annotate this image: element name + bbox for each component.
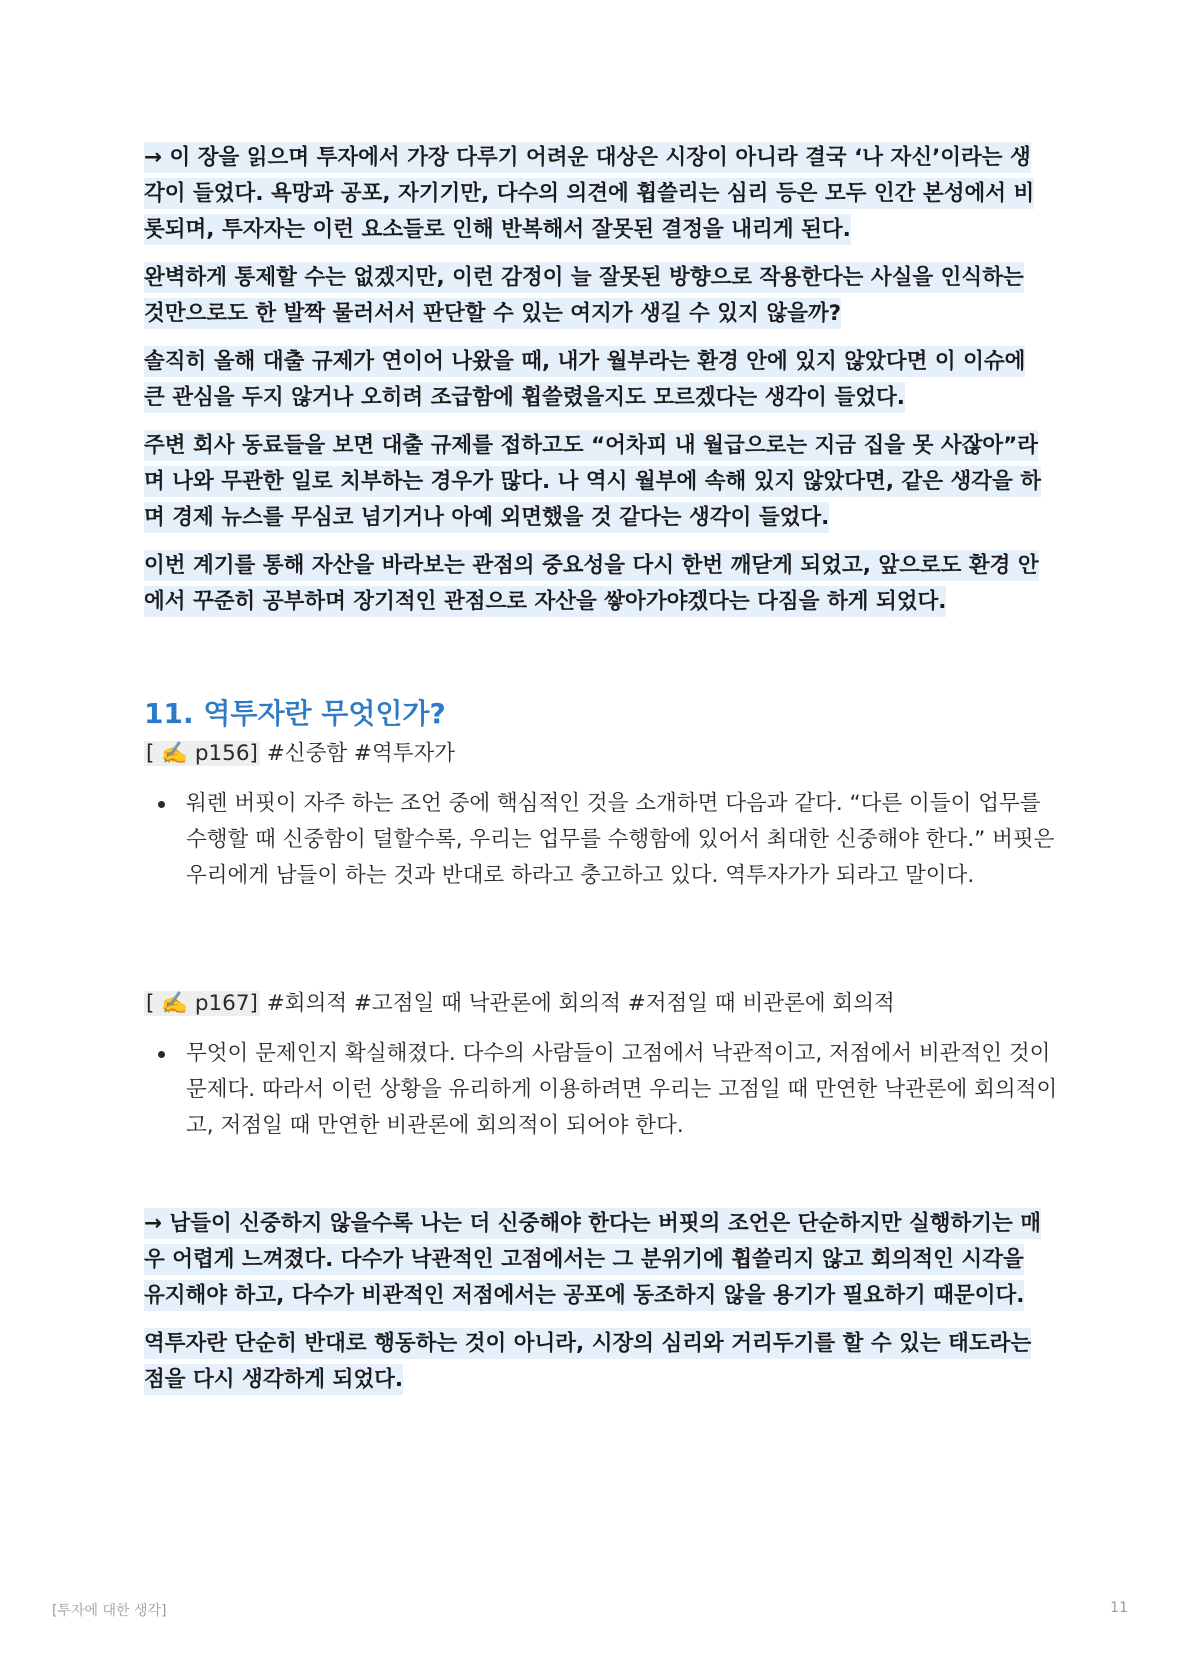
reflection-paragraph: 이번 계기를 통해 자산을 바라보는 관점의 중요성을 다시 한번 깨닫게 되었고, 앞으로도 환경 안에서 꾸준히 공부하며 장기적인 관점으로 자산을 쌓아가야겠다는 다짐을 하게 되었다. — [144, 548, 1044, 620]
reflection-block-2 — [144, 1206, 1044, 1398]
writing-hand-icon: ✍️ — [161, 741, 189, 766]
reflection-paragraph: 완벽하게 통제할 수는 없겠지만, 이런 감정이 늘 잘못된 방향으로 작용한다는 사실을 인식하는 것만으로도 한 발짝 물러서서 판단할 수 있는 여지가 생길 수 있지 않을까? — [144, 260, 1044, 332]
section-heading: 11. 역투자란 무엇인가? — [144, 697, 446, 730]
list-item: 워렌 버핏이 자주 하는 조언 중에 핵심적인 것을 소개하면 다음과 같다. “다른 이들이 업무를 수행할 때 신중함이 덜할수록, 우리는 업무를 수행함에 있어서 최대한 신중해야 한다.” 버핏은 우리에게 남들이 하는 것과 반대로 하라고 충고하고 있다. 역투자가가 되라고 말이다. — [158, 786, 1058, 894]
bullet-dot-icon — [158, 1051, 165, 1058]
writing-hand-icon: ✍️ — [161, 991, 189, 1016]
footer-document-title: [투자에 대한 생각] — [52, 1603, 167, 1619]
reflection-block-1 — [144, 140, 1044, 620]
reflection-paragraph: 솔직히 올해 대출 규제가 연이어 나왔을 때, 내가 월부라는 환경 안에 있지 않았다면 이 이슈에 큰 관심을 두지 않거나 오히려 조급함에 휩쓸렸을지도 모르겠다는 생각이 들었다. — [144, 344, 1044, 416]
page-reference: [ ✍️ p156] — [146, 741, 258, 766]
reflection-paragraph: 역투자란 단순히 반대로 행동하는 것이 아니라, 시장의 심리와 거리두기를 할 수 있는 태도라는 점을 다시 생각하게 되었다. — [144, 1326, 1044, 1398]
reflection-paragraph: → 남들이 신중하지 않을수록 나는 더 신중해야 한다는 버핏의 조언은 단순하지만 실행하기는 매우 어렵게 느껴졌다. 다수가 낙관적인 고점에서는 그 분위기에 휩쓸리지 않고 회의적인 시각을 유지해야 하고, 다수가 비관적인 저점에서는 공포에 동조하지 않을 용기가 필요하기 때문이다. — [144, 1206, 1044, 1314]
reflection-paragraph: 주변 회사 동료들을 보면 대출 규제를 접하고도 “어차피 내 월급으로는 지금 집을 못 사잖아”라며 나와 무관한 일로 치부하는 경우가 많다. 나 역시 월부에 속해 있지 않았다면, 같은 생각을 하며 경제 뉴스를 무심코 넘기거나 아예 외면했을 것 같다는 생각이 들었다. — [144, 428, 1044, 536]
quote-reference-2 — [144, 988, 895, 1020]
page-reference: [ ✍️ p167] — [146, 991, 258, 1016]
reflection-paragraph: → 이 장을 읽으며 투자에서 가장 다루기 어려운 대상은 시장이 아니라 결국 ‘나 자신’이라는 생각이 들었다. 욕망과 공포, 자기기만, 다수의 의견에 휩쓸리는 심리 등은 모두 인간 본성에서 비롯되며, 투자자는 이런 요소들로 인해 반복해서 잘못된 결정을 내리게 된다. — [144, 140, 1044, 248]
quote-reference-1 — [144, 738, 455, 770]
quote-bullet-list-1 — [158, 786, 1058, 894]
list-item: 무엇이 문제인지 확실해졌다. 다수의 사람들이 고점에서 낙관적이고, 저점에서 비관적인 것이 문제다. 따라서 이런 상황을 유리하게 이용하려면 우리는 고점일 때 만연한 낙관론에 회의적이고, 저점일 때 만연한 비관론에 회의적이 되어야 한다. — [158, 1036, 1058, 1144]
quote-bullet-list-2 — [158, 1036, 1058, 1144]
hashtags: #신중함 #역투자가 — [266, 741, 456, 766]
hashtags: #회의적 #고점일 때 낙관론에 회의적 #저점일 때 비관론에 회의적 — [266, 991, 895, 1016]
footer-page-number: 11 — [1110, 1600, 1128, 1616]
bullet-dot-icon — [158, 801, 165, 808]
